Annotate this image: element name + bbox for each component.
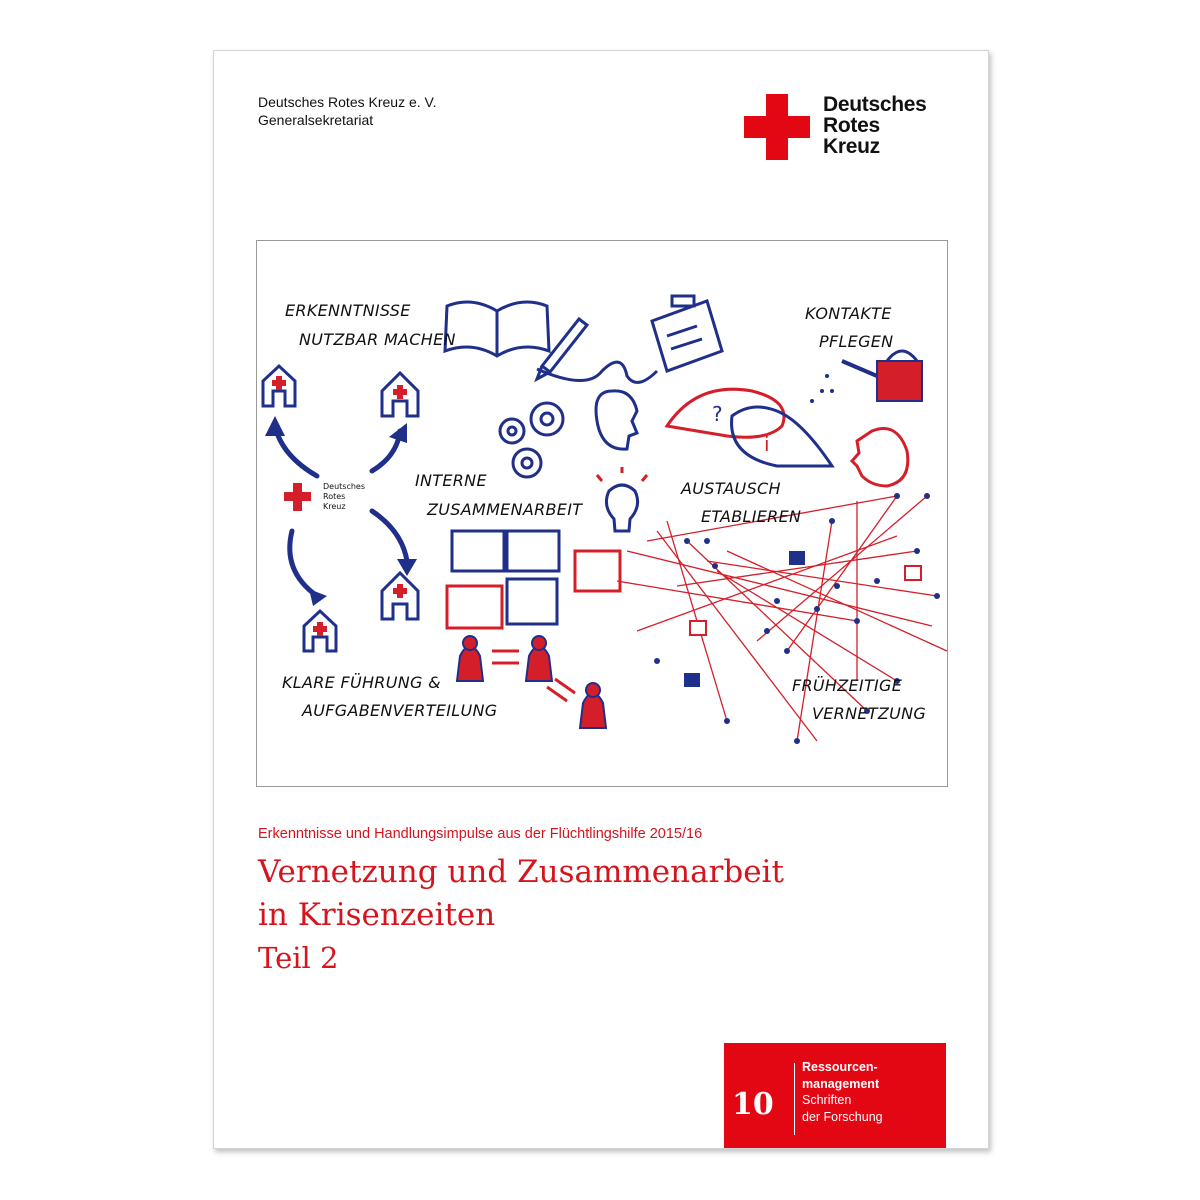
label-interne: INTERNE bbox=[415, 471, 487, 490]
cover-illustration bbox=[256, 240, 948, 787]
document-title bbox=[258, 851, 784, 980]
label-nutzbar-machen: NUTZBAR MACHEN bbox=[299, 330, 456, 349]
lightbulb-icon bbox=[597, 467, 647, 531]
speech-bubble-icon bbox=[667, 389, 832, 466]
label-kontakte: KONTAKTE bbox=[805, 304, 892, 323]
label-pflegen: PFLEGEN bbox=[819, 332, 894, 351]
red-cross-icon bbox=[284, 483, 311, 511]
drk-mini-label-2: Rotes bbox=[323, 492, 346, 501]
series-number: 10 bbox=[732, 1087, 774, 1122]
title-line-2: in Krisenzeiten bbox=[258, 897, 496, 933]
title-line-1: Vernetzung und Zusammenarbeit bbox=[258, 854, 784, 890]
drk-logo bbox=[744, 94, 964, 160]
book-icon bbox=[445, 302, 549, 356]
badge-divider bbox=[794, 1063, 795, 1135]
label-erkenntnisse: ERKENNTNISSE bbox=[285, 301, 411, 320]
publisher-block bbox=[258, 93, 436, 129]
handwritten-labels bbox=[282, 301, 926, 723]
sketch-drawing bbox=[257, 241, 947, 786]
series-name: Ressourcen- management Schriften der Forschung bbox=[802, 1060, 883, 1124]
watering-can-icon bbox=[810, 351, 922, 403]
label-zusammenarbeit: ZUSAMMENARBEIT bbox=[427, 500, 583, 519]
label-klare-fuehrung: KLARE FÜHRUNG & bbox=[282, 673, 441, 692]
svg-text:?: ? bbox=[712, 402, 723, 426]
svg-text:i: i bbox=[764, 432, 770, 456]
pen-icon bbox=[537, 319, 657, 382]
series-badge bbox=[724, 1043, 946, 1148]
publisher-name: Deutsches Rotes Kreuz e. V. bbox=[258, 94, 437, 110]
title-part: Teil 2 bbox=[258, 941, 339, 975]
logo-wordmark: Deutsches Rotes Kreuz bbox=[823, 93, 927, 158]
label-aufgabenverteilung: AUFGABENVERTEILUNG bbox=[302, 701, 498, 720]
label-fruehzeitige: FRÜHZEITIGE bbox=[792, 676, 903, 695]
document-cover bbox=[213, 50, 989, 1149]
drk-mini-label-3: Kreuz bbox=[323, 502, 346, 511]
publisher-department: Generalsekretariat bbox=[258, 112, 374, 128]
label-vernetzung: VERNETZUNG bbox=[812, 704, 927, 723]
drk-mini-label-1: Deutsches bbox=[323, 482, 366, 491]
label-etablieren: ETABLIEREN bbox=[701, 507, 802, 526]
clipboard-icon bbox=[652, 296, 722, 371]
red-cross-icon bbox=[744, 94, 810, 160]
label-austausch: AUSTAUSCH bbox=[681, 479, 781, 498]
series-subtitle: Erkenntnisse und Handlungsimpulse aus der Flüchtlingshilfe 2015/16 bbox=[258, 826, 703, 842]
gears-icon bbox=[500, 403, 563, 477]
